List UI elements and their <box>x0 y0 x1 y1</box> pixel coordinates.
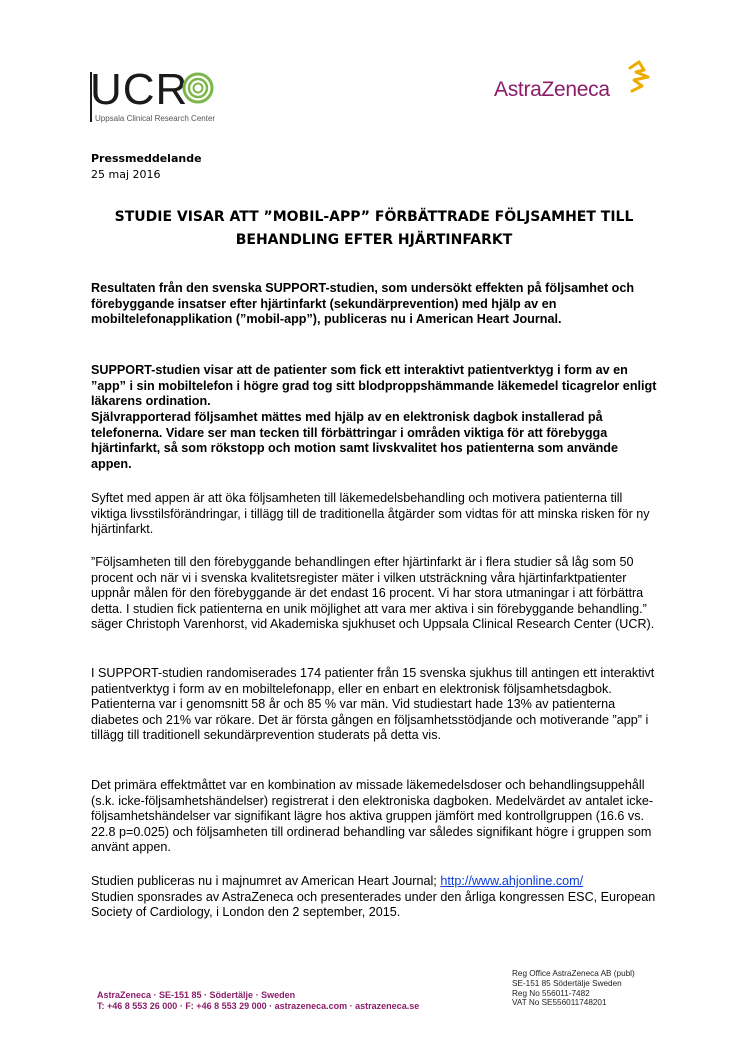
astrazeneca-logo-text: AstraZeneca <box>494 78 610 101</box>
ucr-logo <box>90 65 230 126</box>
results-paragraph: Det primära effektmåttet var en kombination av missade läkemedelsdoser och behandlingsuppehåll (s.k. icke-följsamhetshändelser) registrerat i den elektroniska dagboken. Medelvärdet av antalet icke-följsamhetshändelser var signifikant lägre hos aktiva gruppen jämfört med kontrollgruppen (16.6 vs. 22.8 p=0.025) och följsamheten till ordinerad behandling var således signifikant högre i gruppen som använt appen. <box>91 778 654 854</box>
lead-paragraph: Resultaten från den svenska SUPPORT-studien, som undersökt effekten på följsamhet och förebyggande insatser efter hjärtinfarkt (sekundärprevention) med hjälp av en mobiltelefonapplikation (”mobil-app”), publiceras nu i American Heart Journal. <box>91 281 635 326</box>
method-paragraph: Självrapporterad följsamhet mättes med hjälp av en elektronisk dagbok installerad på telefonerna. Vidare ser man tecken till förbättringar i områden viktiga för att förebygga hjärtinfarkt, så som rökstopp och motion samt livskvalitet hos patienterna som använde appen. <box>91 410 618 471</box>
ucr-ring-icon <box>182 72 214 104</box>
astrazeneca-logo <box>494 60 664 110</box>
summary-paragraph: SUPPORT-studien visar att de patienter som fick ett interaktivt patientverktyg i form av en ”app” i sin mobiltelefon i högre grad tog sitt blodproppshämmande läkemedel ticagrelor enligt läkarens ordination. <box>91 363 657 408</box>
footer-phone: T: +46 8 553 26 000 · F: +46 8 553 29 000 · astrazeneca.com · astrazeneca.se <box>97 1001 420 1011</box>
publication-text: Studien publiceras nu i majnumret av American Heart Journal; <box>91 874 441 888</box>
ucr-logo-text: UCR <box>90 65 189 114</box>
footer-registration <box>512 969 635 1008</box>
page-title <box>60 206 688 252</box>
ucr-logo-subtitle: Uppsala Clinical Research Center <box>95 114 216 123</box>
title-line-1: STUDIE VISAR ATT ”MOBIL-APP” FÖRBÄTTRADE FÖLJSAMHET TILL <box>114 209 634 225</box>
study-design-paragraph: I SUPPORT-studien randomiserades 174 patienter från 15 svenska sjukhus till antingen ett interaktivt patientverktyg i form av en mobiltelefonapp, eller en enbart en elektronisk följsamhetsdagbok. Patienterna var i genomsnitt 58 år och 85 % var män. Vid studiestart hade 13% av patienterna diabetes och 21% var rökare. Det är första gången en följsamhetsstödjande och motiverande ”app” i tillägg till traditionell sekundärprevention studerats på detta vis. <box>91 666 655 742</box>
footer-reg-address: SE-151 85 Södertälje Sweden <box>512 978 622 988</box>
sponsor-text: Studien sponsrades av AstraZeneca och presenterades under den årliga kongressen ESC, European Society of Cardiology, i London den 2 september, 2015. <box>91 889 656 919</box>
quote-paragraph: ”Följsamheten till den förebyggande behandlingen efter hjärtinfarkt är i flera studier så låg som 50 procent och när vi i svenska kvalitetsregister mäter i vilken utsträckning våra hjärtinfarktpatienter uppnår målen för den förebyggande är det endast 16 procent. Vi har stora utmaningar i att förbättra detta. I studien fick patienterna en unik möjlighet att vara mer aktiva i sin förebyggande behandling.” säger Christoph Varenhorst, vid Akademiska sjukhuset och Uppsala Clinical Research Center (UCR). <box>91 555 655 631</box>
footer-reg-no: Reg No 556011-7482 <box>512 988 590 998</box>
press-release-date: 25 maj 2016 <box>91 168 161 181</box>
footer-reg-office: Reg Office AstraZeneca AB (publ) <box>512 969 635 978</box>
footer-address: AstraZeneca · SE-151 85 · Södertälje · Sweden <box>97 990 296 1000</box>
astrazeneca-symbol-icon <box>622 60 656 94</box>
footer-vat-no: VAT No SE556011748201 <box>512 998 607 1008</box>
title-line-2: BEHANDLING EFTER HJÄRTINFARKT <box>235 232 513 248</box>
ahj-link[interactable]: http://www.ahjonline.com/ <box>440 874 584 888</box>
press-release-label: Pressmeddelande <box>91 152 202 165</box>
footer-contact <box>97 990 419 1012</box>
publication-paragraph <box>91 874 661 921</box>
purpose-paragraph: Syftet med appen är att öka följsamheten till läkemedelsbehandling och motivera patienterna till viktiga livsstilsförändringar, i tillägg till de traditionella åtgärder som vidtas för att minska risken för ny hjärtinfarkt. <box>91 491 650 536</box>
